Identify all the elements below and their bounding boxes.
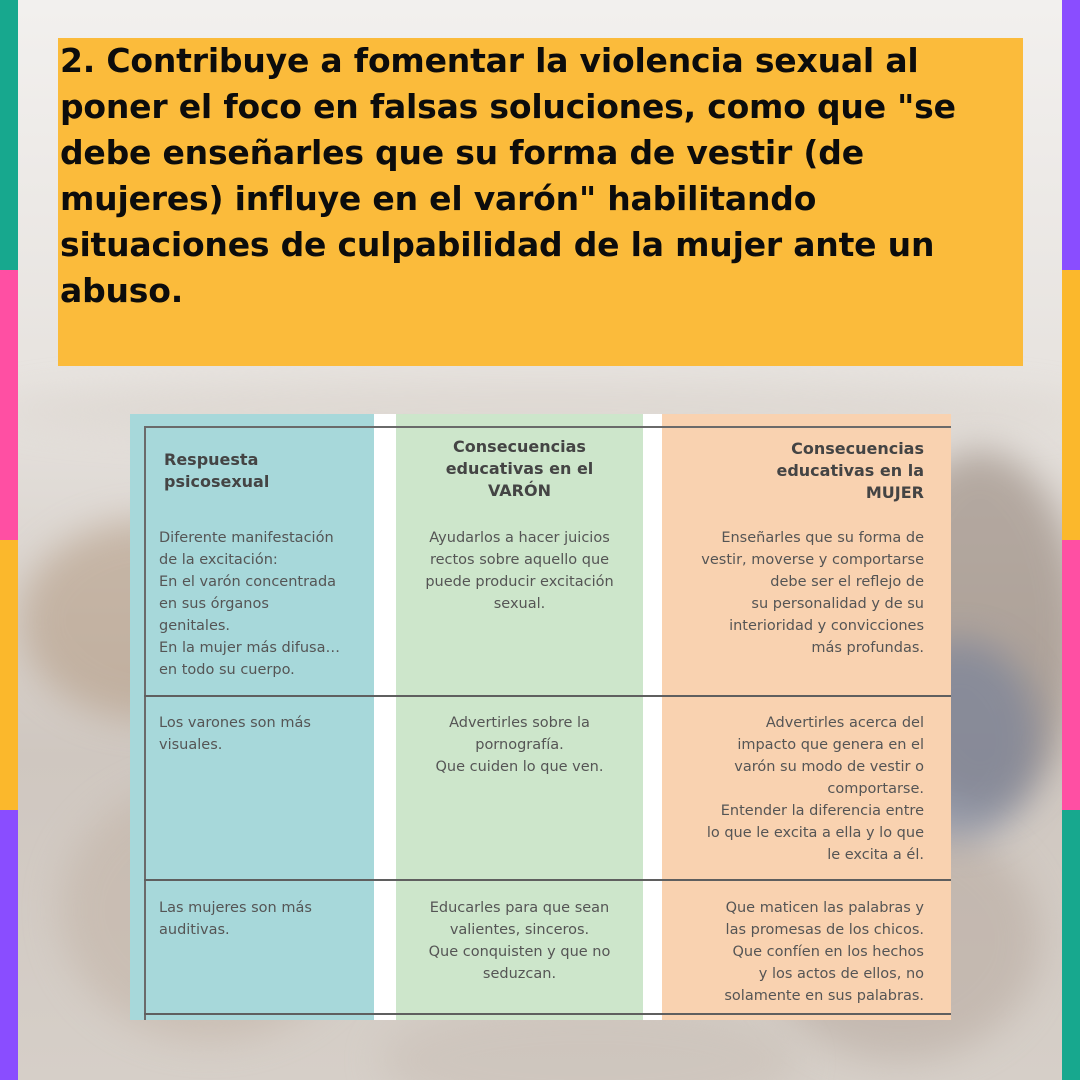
cell-r1-c1: Diferente manifestación de la excitación: En el varón concentrada en sus órganos genitales. En la mujer más difusa… en todo su cuerpo. <box>159 530 340 678</box>
headline-text: 2. Contribuye a fomentar la violencia sexual al poner el foco en falsas soluciones, como que "se debe enseñarles que su forma de vestir (de mujeres) influye en el varón" habilitando situaciones de culpabilidad de la mujer ante un abuso. <box>60 41 956 310</box>
right-stripe-green <box>1062 810 1080 1080</box>
cell-r3-c3: Que maticen las palabras y las promesas de los chicos. Que confíen en los hechos y los actos de ellos, no solamente en sus palabras. <box>724 900 924 1004</box>
cell-r1-c3: Enseñarles que su forma de vestir, moverse y comportarse debe ser el reflejo de su personalidad y de su interioridad y convicciones más profundas. <box>701 530 924 656</box>
cell-r2-c3: Advertirles acerca del impacto que genera en el varón su modo de vestir o comportarse. Entender la diferencia entre lo que le excita a ella y lo que le excita a él. <box>706 715 924 863</box>
cell-r3-c1: Las mujeres son más auditivas. <box>159 900 312 938</box>
row-divider <box>144 1013 951 1015</box>
header-mujer: Consecuencias educativas en la MUJER <box>776 439 924 502</box>
row-divider <box>144 879 951 881</box>
left-stripe-orange <box>0 540 18 810</box>
right-stripe-orange <box>1062 270 1080 540</box>
cell-r3-c2: Educarles para que sean valientes, sinceros. Que conquisten y que no seduzcan. <box>428 900 611 982</box>
headline-box <box>58 38 1023 366</box>
comparison-table <box>130 414 951 1020</box>
header-respuesta: Respuesta psicosexual <box>164 450 270 491</box>
row-divider <box>144 695 951 697</box>
right-stripe-pink <box>1062 540 1080 810</box>
header-varon: Consecuencias educativas en el VARÓN <box>445 437 594 500</box>
left-stripe-pink <box>0 270 18 540</box>
right-stripe-purple <box>1062 0 1080 270</box>
left-stripe-purple <box>0 810 18 1080</box>
cell-r2-c1: Los varones son más visuales. <box>159 715 311 753</box>
cell-r2-c2: Advertirles sobre la pornografía. Que cuiden lo que ven. <box>435 715 604 775</box>
left-stripe-green <box>0 0 18 270</box>
cell-r1-c2: Ayudarlos a hacer juicios rectos sobre aquello que puede producir excitación sexual. <box>425 530 614 612</box>
